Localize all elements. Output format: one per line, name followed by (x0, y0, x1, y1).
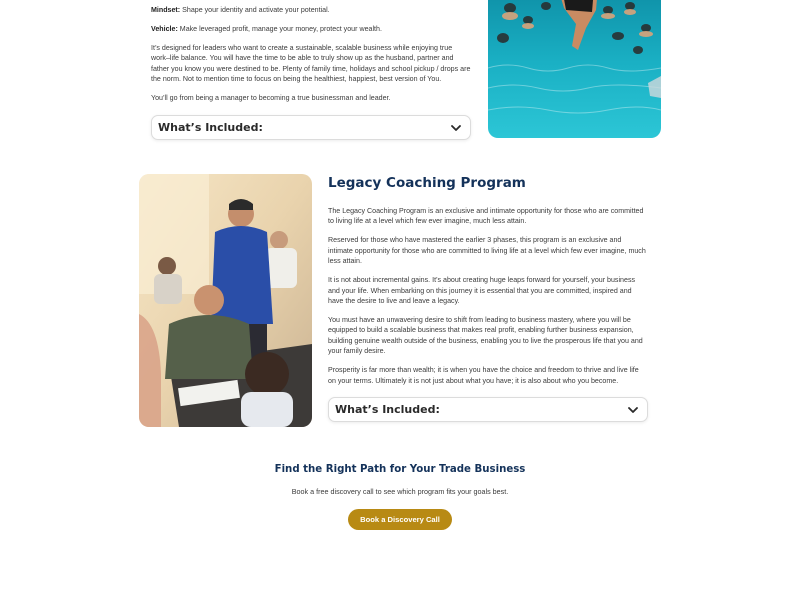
vehicle-lead: Vehicle: (151, 25, 178, 33)
mindset-lead: Mindset: (151, 6, 181, 14)
accordion-label: What’s Included: (158, 121, 263, 134)
accordion-label: What’s Included: (335, 403, 440, 416)
coaching-session-photo (139, 174, 312, 427)
pool-swimmers-photo (488, 0, 661, 138)
legacy-paragraph: Prosperity is far more than wealth; it is when you have the choice and freedom to thrive and live life on your terms. Ultimately it is not just about what you have; it is also about who you become. (328, 366, 639, 385)
chevron-down-icon (450, 122, 462, 134)
whats-included-accordion-vehicle[interactable] (151, 115, 471, 140)
legacy-section-title: Legacy Coaching Program (328, 175, 526, 191)
coaching-image (139, 174, 312, 427)
mindset-paragraph (151, 5, 473, 15)
outcome-paragraph: You’ll go from being a manager to becoming a true businessman and leader. (151, 94, 391, 103)
legacy-paragraph: It is not about incremental gains. It’s about creating huge leaps forward for yourself, your business and your life. When embarking on this journey it is essential that you are committed, inspired and have the desire to live and leave a legacy. (328, 276, 636, 306)
vehicle-section-text (151, 5, 473, 112)
legacy-paragraph: You must have an unwavering desire to shift from leading to business mastery, where you will be equipped to build a scalable business that makes real profit, enabling further business expansion, building genuine wealth outside of the business, enabling you to live the prosperous life that you and your family desire. (328, 316, 643, 356)
book-discovery-call-button[interactable]: Book a Discovery Call (348, 509, 452, 530)
legacy-paragraph: The Legacy Coaching Program is an exclusive and intimate opportunity for those who are committed to living life at a level which few ever imagine, much less attain. (328, 207, 644, 226)
vehicle-paragraph (151, 24, 473, 34)
cta-title: Find the Right Path for Your Trade Business (274, 464, 526, 475)
pool-image (488, 0, 661, 138)
legacy-paragraph: Reserved for those who have mastered the earlier 3 phases, this program is an exclusive and intimate opportunity for those who are committed to living life at a level which few ever imagine, much less attain. (328, 236, 646, 266)
chevron-down-icon (627, 404, 639, 416)
mindset-text: Shape your identity and activate your potential. (180, 6, 330, 14)
legacy-section-text (328, 206, 646, 395)
design-paragraph: It’s designed for leaders who want to create a sustainable, scalable business while enjoying true work–life balance. You will have the time to be able to truly show up as the husband, partner and father you know you were destined to be. Plenty of family time, holidays and school pickup / drops are the norm. Not to mention time to focus on being the healthiest, happiest, best version of You. (151, 44, 471, 84)
whats-included-accordion-legacy[interactable] (328, 397, 648, 422)
vehicle-text: Make leveraged profit, manage your money, protect your wealth. (177, 25, 382, 33)
cta-subtitle: Book a free discovery call to see which program fits your goals best. (291, 487, 509, 496)
